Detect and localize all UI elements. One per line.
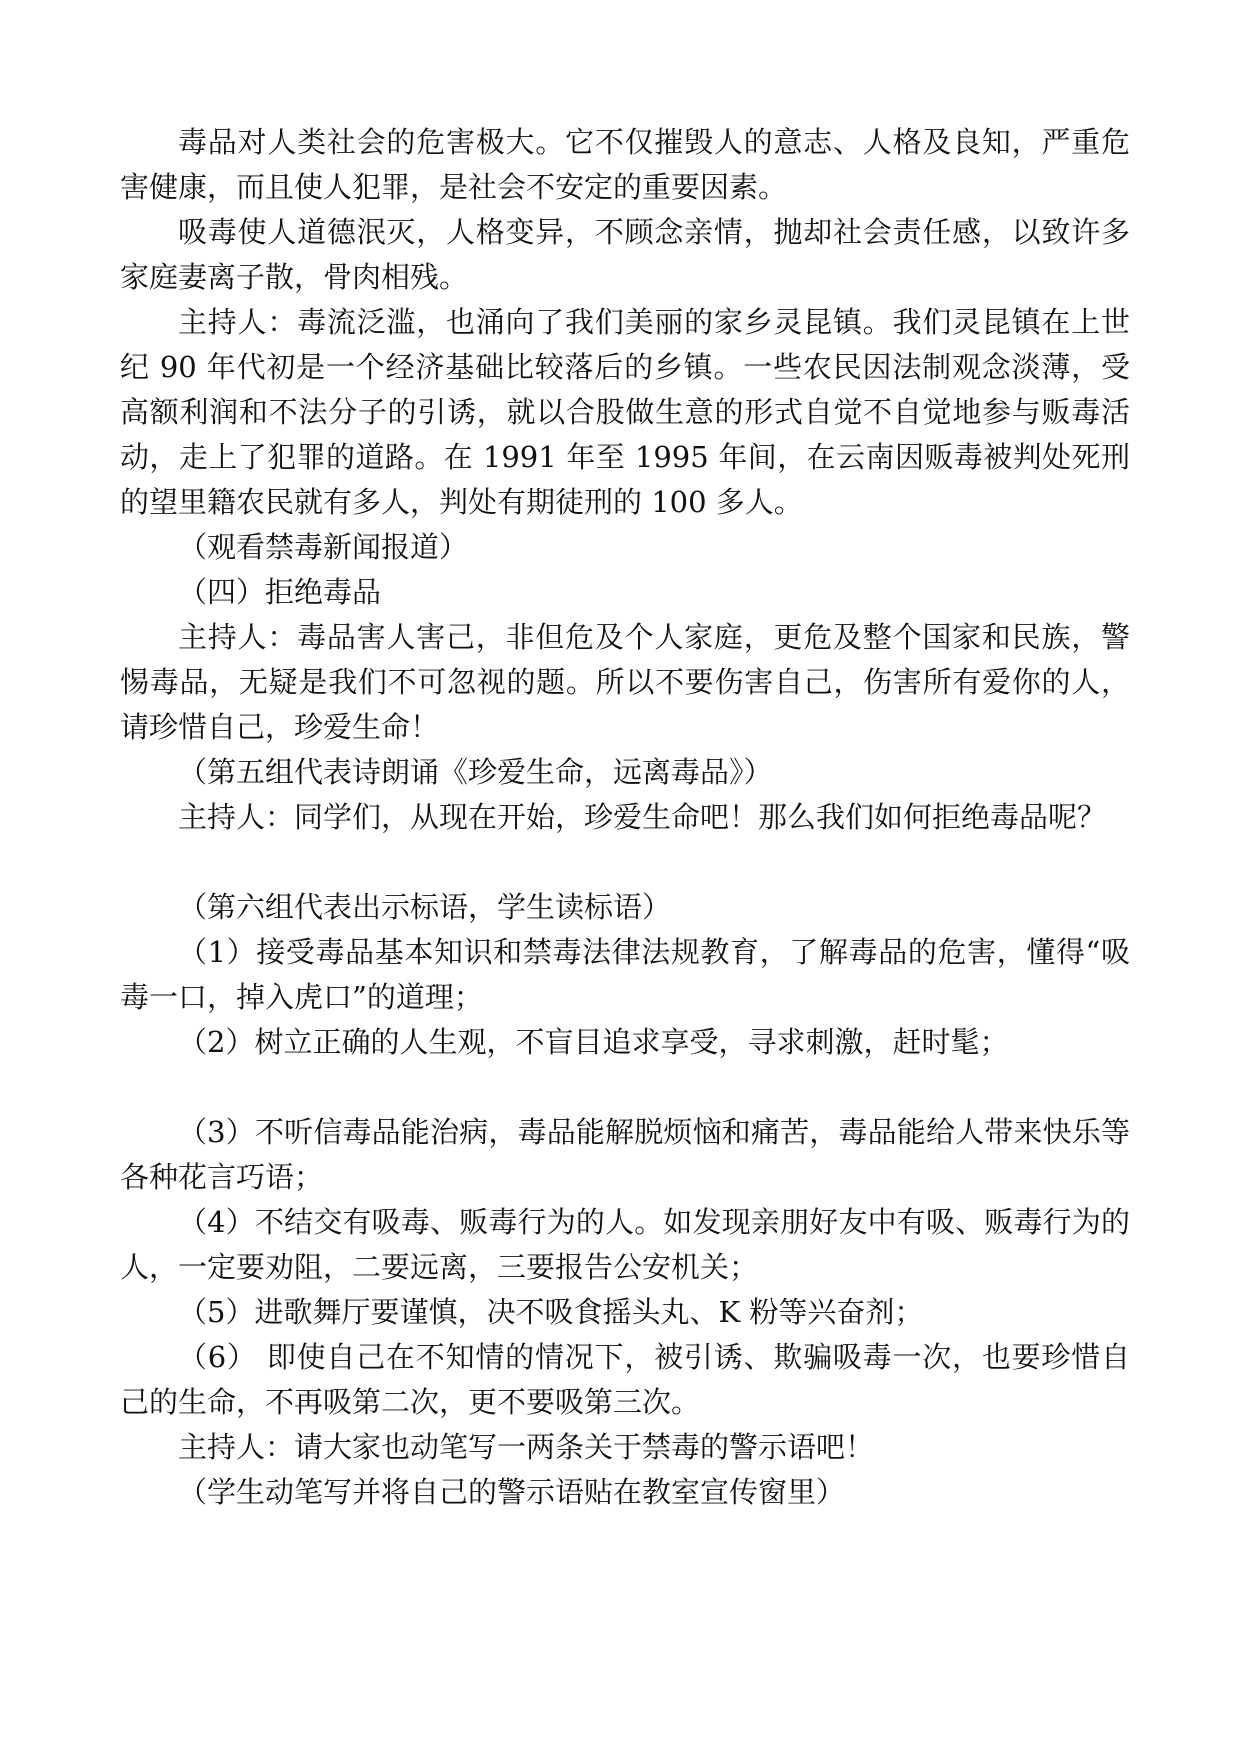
paragraph-host-cherish-life: 主持人：毒品害人害己，非但危及个人家庭，更危及整个国家和民族，警惕毒品，无疑是我们不可忽视的题。所以不要伤害自己，伤害所有爱你的人，请珍惜自己，珍爱生命！ bbox=[120, 620, 1130, 744]
slogan-item-6: （6） 即使自己在不知情的情况下，被引诱、欺骗吸毒一次，也要珍惜自己的生命，不再吸第二次，更不要吸第三次。 bbox=[120, 1340, 1130, 1419]
slogan-item-5: （5）进歌舞厅要谨慎，决不吸食摇头丸、K 粉等兴奋剂； bbox=[178, 1295, 924, 1329]
paragraph-drug-morality: 吸毒使人道德泯灭，人格变异，不顾念亲情，抛却社会责任感，以致许多家庭妻离子散，骨肉相残。 bbox=[120, 215, 1130, 294]
blank-line bbox=[120, 840, 1130, 885]
paragraph-drug-harm: 毒品对人类社会的危害极大。它不仅摧毁人的意志、人格及良知，严重危害健康，而且使人犯罪，是社会不安定的重要因素。 bbox=[120, 125, 1130, 204]
blank-line bbox=[120, 1065, 1130, 1110]
paragraph-watch-news: （观看禁毒新闻报道） bbox=[178, 530, 469, 564]
paragraph-host-local-history: 主持人：毒流泛滥，也涌向了我们美丽的家乡灵昆镇。我们灵昆镇在上世纪 90 年代初是一个经济基础比较落后的乡镇。一些农民因法制观念淡薄，受高额利润和不法分子的引诱，就以合股做生意的形式自觉不自觉地参与贩毒活动，走上了犯罪的道路。在 1991 年至 1995 年间，在云南因贩毒被判处死刑的望里籍农民就有多人，判处有期徒刑的 100 多人。 bbox=[120, 305, 1130, 519]
slogan-item-3: （3）不听信毒品能治病，毒品能解脱烦恼和痛苦，毒品能给人带来快乐等各种花言巧语； bbox=[120, 1115, 1130, 1194]
paragraph-poem-recital: （第五组代表诗朗诵《珍爱生命，远离毒品》） bbox=[178, 755, 773, 789]
section-heading-refuse-drugs: （四）拒绝毒品 bbox=[178, 575, 382, 609]
paragraph-students-post-slogans: （学生动笔写并将自己的警示语贴在教室宣传窗里） bbox=[178, 1475, 846, 1509]
slogan-item-2: （2）树立正确的人生观，不盲目追求享受，寻求刺激，赶时髦； bbox=[178, 1025, 1009, 1059]
slogan-item-4: （4）不结交有吸毒、贩毒行为的人。如发现亲朋好友中有吸、贩毒行为的人，一定要劝阻，二要远离，三要报告公安机关； bbox=[120, 1205, 1130, 1284]
slogan-item-1: （1）接受毒品基本知识和禁毒法律法规教育，了解毒品的危害，懂得“吸毒一口，掉入虎口”的道理； bbox=[120, 935, 1130, 1014]
paragraph-host-write-slogans: 主持人：请大家也动笔写一两条关于禁毒的警示语吧！ bbox=[178, 1430, 875, 1464]
document-page bbox=[120, 120, 1130, 1515]
paragraph-slogans-intro: （第六组代表出示标语，学生读标语） bbox=[178, 890, 672, 924]
paragraph-host-question: 主持人：同学们，从现在开始，珍爱生命吧！那么我们如何拒绝毒品呢？ bbox=[178, 800, 1107, 834]
